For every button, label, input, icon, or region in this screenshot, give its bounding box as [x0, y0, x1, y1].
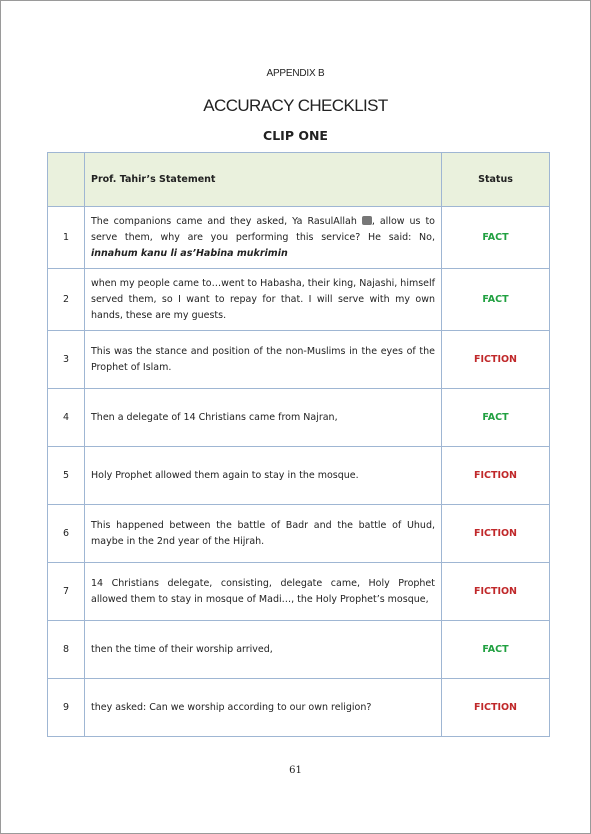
row-statement: This happened between the battle of Badr and the battle of Uhud, maybe in the 2nd year of the Hijrah. — [85, 505, 442, 563]
status-badge: FACT — [442, 207, 550, 269]
row-statement: they asked: Can we worship according to our own religion? — [85, 679, 442, 737]
table-row — [48, 207, 550, 269]
row-statement: then the time of their worship arrived, — [85, 621, 442, 679]
row-number: 7 — [48, 563, 85, 621]
status-badge: FACT — [442, 621, 550, 679]
table-header-row — [48, 153, 550, 207]
status-badge: FICTION — [442, 563, 550, 621]
page-number: 61 — [289, 765, 302, 776]
statement-text-continued: , allow us to serve them, why are you performing this service? He said: No, — [91, 215, 435, 243]
row-number: 5 — [48, 447, 85, 505]
row-statement: This was the stance and position of the non-Muslims in the eyes of the Prophet of Islam. — [85, 331, 442, 389]
column-header-status: Status — [442, 153, 550, 207]
table-row — [48, 331, 550, 389]
section-subtitle: CLIP ONE — [263, 128, 328, 143]
row-number: 4 — [48, 389, 85, 447]
pbuh-icon — [362, 216, 372, 225]
page-title: ACCURACY CHECKLIST — [203, 96, 388, 115]
table-row — [48, 505, 550, 563]
status-badge: FICTION — [442, 331, 550, 389]
status-badge: FACT — [442, 269, 550, 331]
table-row — [48, 563, 550, 621]
accuracy-table — [47, 152, 550, 737]
column-header-number — [48, 153, 85, 207]
row-statement: when my people came to…went to Habasha, their king, Najashi, himself served them, so I want to repay for that. I will serve with my own hands, these are my guests. — [85, 269, 442, 331]
statement-emphasis: innahum kanu li as’Habina mukrimin — [91, 247, 288, 259]
row-number: 1 — [48, 207, 85, 269]
row-number: 6 — [48, 505, 85, 563]
row-number: 3 — [48, 331, 85, 389]
appendix-label: APPENDIX B — [266, 68, 325, 79]
row-statement: Then a delegate of 14 Christians came from Najran, — [85, 389, 442, 447]
table-row — [48, 269, 550, 331]
column-header-statement: Prof. Tahir’s Statement — [85, 153, 442, 207]
row-number: 2 — [48, 269, 85, 331]
status-badge: FICTION — [442, 679, 550, 737]
status-badge: FACT — [442, 389, 550, 447]
statement-text: The companions came and they asked, Ya RasulAllah — [91, 215, 362, 227]
row-number: 8 — [48, 621, 85, 679]
row-statement: Holy Prophet allowed them again to stay in the mosque. — [85, 447, 442, 505]
table-row — [48, 447, 550, 505]
row-statement: 14 Christians delegate, consisting, delegate came, Holy Prophet allowed them to stay in mosque of Madi…, the Holy Prophet’s mosque, — [85, 563, 442, 621]
status-badge: FICTION — [442, 447, 550, 505]
row-number: 9 — [48, 679, 85, 737]
row-statement — [85, 207, 442, 269]
status-badge: FICTION — [442, 505, 550, 563]
table-row — [48, 389, 550, 447]
table-row — [48, 679, 550, 737]
table-row — [48, 621, 550, 679]
